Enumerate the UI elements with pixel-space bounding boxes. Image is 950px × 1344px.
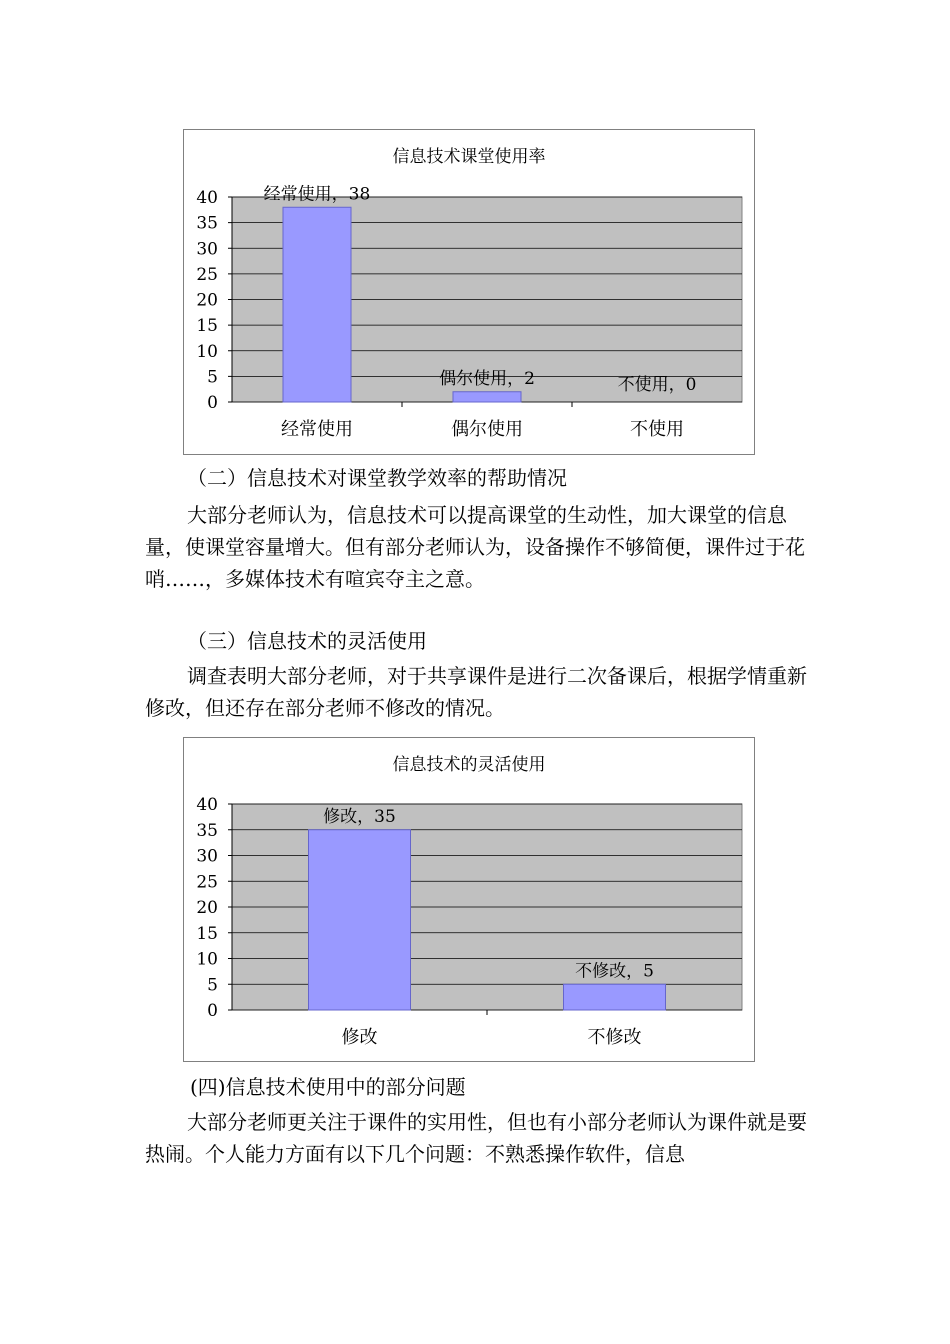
section-heading-2: （二）信息技术对课堂教学效率的帮助情况 <box>187 466 567 490</box>
bar <box>453 392 521 402</box>
y-tick-label: 20 <box>196 898 218 918</box>
y-tick-label: 40 <box>196 188 218 208</box>
bar <box>283 207 351 402</box>
section-heading-4: (四)信息技术使用中的部分问题 <box>190 1075 466 1099</box>
chart-title: 信息技术的灵活使用 <box>392 755 546 775</box>
y-tick-label: 5 <box>207 367 218 388</box>
x-tick-label: 经常使用 <box>281 419 353 440</box>
x-tick-label: 不使用 <box>630 419 684 440</box>
bar <box>309 830 411 1010</box>
y-tick-label: 25 <box>196 872 218 893</box>
y-tick-label: 35 <box>196 213 218 234</box>
y-tick-label: 15 <box>196 316 218 337</box>
data-label: 修改，35 <box>323 806 396 827</box>
y-tick-label: 20 <box>196 290 218 311</box>
y-tick-label: 30 <box>196 239 218 260</box>
y-tick-label: 5 <box>207 975 218 996</box>
y-tick-label: 30 <box>196 846 218 867</box>
x-tick-label: 修改 <box>341 1027 378 1048</box>
y-tick-label: 40 <box>196 795 218 815</box>
section-heading-3: （三）信息技术的灵活使用 <box>187 629 427 653</box>
chart-usage-rate <box>183 129 755 455</box>
y-tick-label: 10 <box>196 949 218 970</box>
section-body-3: 调查表明大部分老师，对于共享课件是进行二次备课后，根据学情重新修改，但还存在部分老师不修改的情况。 <box>145 664 807 720</box>
y-tick-label: 0 <box>207 393 218 413</box>
bar <box>564 984 666 1010</box>
y-tick-label: 15 <box>196 923 218 944</box>
x-tick-label: 不修改 <box>587 1027 642 1048</box>
y-tick-label: 25 <box>196 264 218 285</box>
data-label: 不使用，0 <box>617 375 697 395</box>
y-tick-label: 35 <box>196 820 218 841</box>
y-tick-label: 10 <box>196 341 218 362</box>
section-body-2: 大部分老师认为，信息技术可以提高课堂的生动性，加大课堂的信息量，使课堂容量增大。但有部分老师认为，设备操作不够简便，课件过于花哨……，多媒体技术有喧宾夺主之意。 <box>145 503 805 591</box>
y-tick-label: 0 <box>207 1001 218 1021</box>
x-tick-label: 偶尔使用 <box>451 419 523 440</box>
chart-plot <box>184 130 754 454</box>
data-label: 不修改，5 <box>575 961 654 982</box>
data-label: 偶尔使用，2 <box>439 368 535 389</box>
chart-title: 信息技术课堂使用率 <box>392 147 546 167</box>
chart-flexible-use <box>183 737 755 1062</box>
chart-plot <box>184 738 754 1061</box>
data-label: 经常使用，38 <box>263 184 371 205</box>
section-body-4: 大部分老师更关注于课件的实用性，但也有小部分老师认为课件就是要热闹。个人能力方面有以下几个问题：不熟悉操作软件，信息 <box>145 1110 807 1166</box>
